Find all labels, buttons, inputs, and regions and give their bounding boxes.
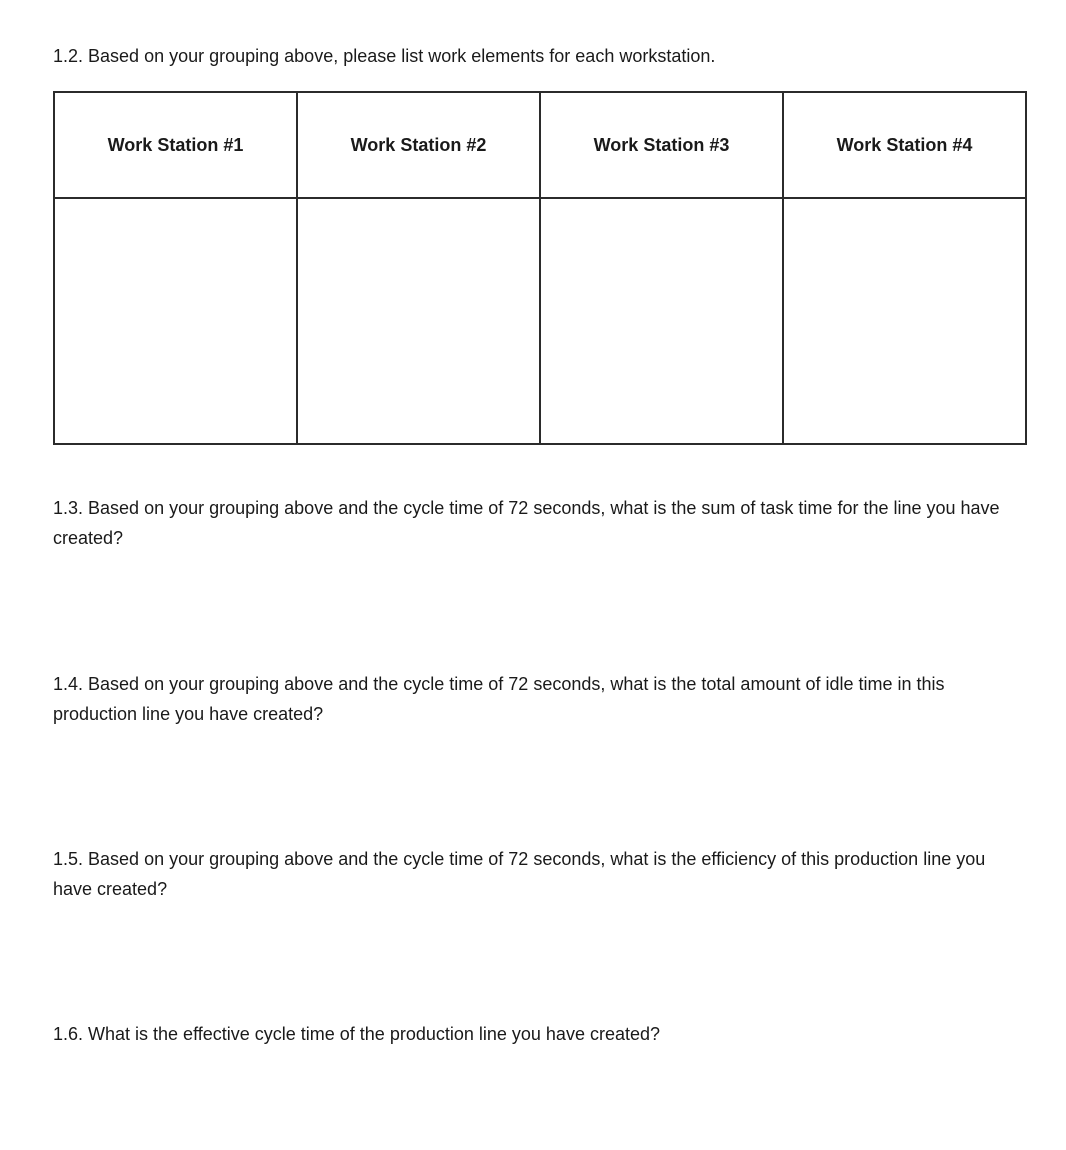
workstation-table	[53, 91, 1027, 445]
cell-work-station-2[interactable]	[297, 198, 540, 444]
header-work-station-4: Work Station #4	[783, 92, 1026, 198]
question-1-2: 1.2. Based on your grouping above, please list work elements for each workstation.	[53, 46, 716, 66]
cell-work-station-3[interactable]	[540, 198, 783, 444]
table-header-row	[54, 92, 1026, 198]
cell-work-station-4[interactable]	[783, 198, 1026, 444]
cell-work-station-1[interactable]	[54, 198, 297, 444]
question-1-4: 1.4. Based on your grouping above and the cycle time of 72 seconds, what is the total amount of idle time in this production line you have created?	[53, 674, 945, 724]
header-work-station-3: Work Station #3	[540, 92, 783, 198]
header-work-station-1: Work Station #1	[54, 92, 297, 198]
question-1-5: 1.5. Based on your grouping above and the cycle time of 72 seconds, what is the efficiency of this production line you have created?	[53, 849, 986, 899]
question-1-3: 1.3. Based on your grouping above and the cycle time of 72 seconds, what is the sum of task time for the line you have created?	[53, 498, 1000, 548]
question-1-6: 1.6. What is the effective cycle time of the production line you have created?	[53, 1024, 661, 1044]
header-work-station-2: Work Station #2	[297, 92, 540, 198]
table-row	[54, 198, 1026, 444]
